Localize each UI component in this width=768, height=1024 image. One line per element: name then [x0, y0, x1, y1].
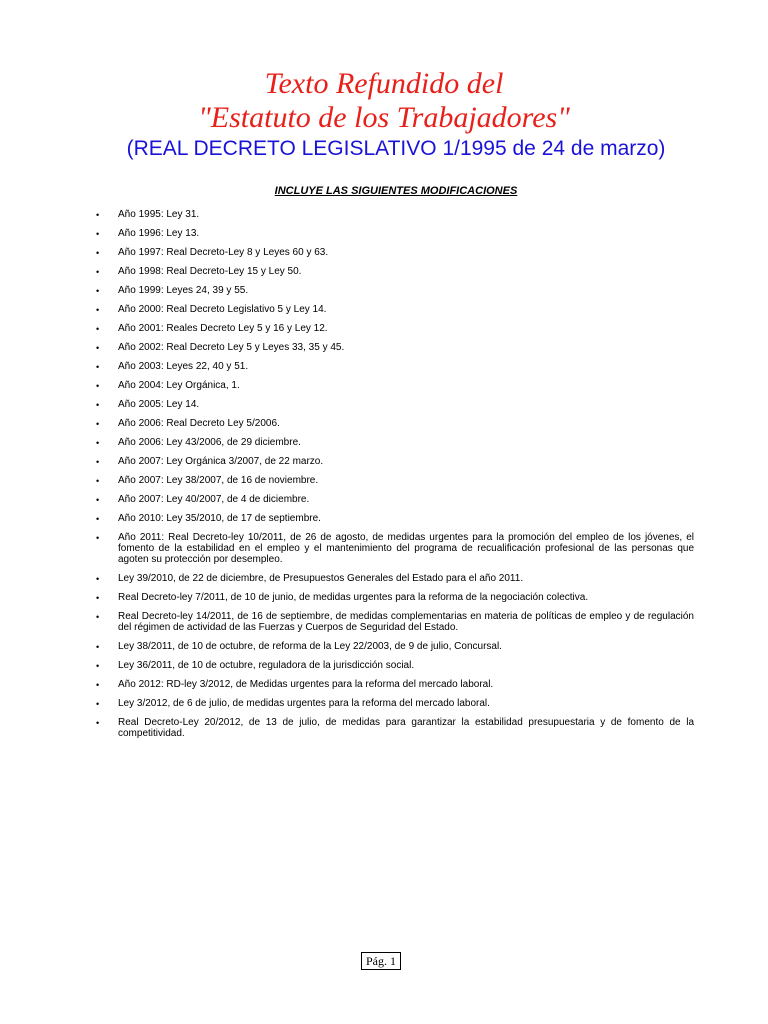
- bullet-icon: •: [96, 400, 100, 410]
- modification-text: Año 2005: Ley 14.: [118, 399, 200, 410]
- modification-text: Año 2012: RD-ley 3/2012, de Medidas urgentes para la reforma del mercado laboral.: [118, 679, 494, 690]
- modification-text: Ley 3/2012, de 6 de julio, de medidas urgentes para la reforma del mercado laboral.: [118, 698, 490, 709]
- modification-text: Año 1996: Ley 13.: [118, 228, 200, 239]
- bullet-icon: •: [96, 305, 100, 315]
- modification-text: Ley 38/2011, de 10 de octubre, de reforma de la Ley 22/2003, de 9 de julio, Concursal.: [118, 641, 502, 652]
- modification-text: Año 2001: Reales Decreto Ley 5 y 16 y Ley 12.: [118, 323, 328, 334]
- modification-item: [96, 475, 694, 486]
- modification-item: [96, 698, 694, 709]
- modification-item: [96, 342, 694, 353]
- modification-text: Real Decreto-Ley 20/2012, de 13 de julio, de medidas para garantizar la estabilidad presupuestaria y de fomento de la competitividad.: [118, 717, 694, 739]
- bullet-icon: •: [96, 612, 100, 622]
- bullet-icon: •: [96, 381, 100, 391]
- bullet-icon: •: [96, 267, 100, 277]
- modification-text: Año 1995: Ley 31.: [118, 209, 200, 220]
- modification-text: Año 2011: Real Decreto-ley 10/2011, de 26 de agosto, de medidas urgentes para la promoción del empleo de los jóvenes, el fomento de la estabilidad en el empleo y el mantenimiento del programa de recualificación profesional de las personas que agoten su protección por desempleo.: [118, 532, 694, 565]
- modification-item: [96, 399, 694, 410]
- bullet-icon: •: [96, 457, 100, 467]
- modification-item: [96, 532, 694, 565]
- modification-item: [96, 323, 694, 334]
- modification-text: Año 2000: Real Decreto Legislativo 5 y Ley 14.: [118, 304, 327, 315]
- bullet-icon: •: [96, 593, 100, 603]
- modification-text: Año 2010: Ley 35/2010, de 17 de septiembre.: [118, 513, 321, 524]
- modification-text: Real Decreto-ley 14/2011, de 16 de septiembre, de medidas complementarias en materia de políticas de empleo y de regulación del régimen de actividad de las Fuerzas y Cuerpos de Seguridad del Estado.: [118, 611, 694, 633]
- modification-item: [96, 228, 694, 239]
- modification-text: Ley 36/2011, de 10 de octubre, reguladora de la jurisdicción social.: [118, 660, 415, 671]
- bullet-icon: •: [96, 476, 100, 486]
- bullet-icon: •: [96, 642, 100, 652]
- modification-text: Real Decreto-ley 7/2011, de 10 de junio, de medidas urgentes para la reforma de la negociación colectiva.: [118, 592, 589, 603]
- bullet-icon: •: [96, 533, 100, 543]
- modification-item: [96, 513, 694, 524]
- document-subtitle: (REAL DECRETO LEGISLATIVO 1/1995 de 24 de marzo): [126, 137, 666, 160]
- bullet-icon: •: [96, 419, 100, 429]
- bullet-icon: •: [96, 438, 100, 448]
- modification-item: [96, 266, 694, 277]
- modification-item: [96, 717, 694, 739]
- bullet-icon: •: [96, 324, 100, 334]
- modification-item: [96, 437, 694, 448]
- modification-text: Año 2006: Real Decreto Ley 5/2006.: [118, 418, 280, 429]
- modification-text: Año 1998: Real Decreto-Ley 15 y Ley 50.: [118, 266, 302, 277]
- bullet-icon: •: [96, 680, 100, 690]
- modification-text: Ley 39/2010, de 22 de diciembre, de Presupuestos Generales del Estado para el año 2011.: [118, 573, 524, 584]
- bullet-icon: •: [96, 343, 100, 353]
- bullet-icon: •: [96, 229, 100, 239]
- bullet-icon: •: [96, 514, 100, 524]
- modification-item: [96, 209, 694, 220]
- modification-item: [96, 679, 694, 690]
- bullet-icon: •: [96, 210, 100, 220]
- document-title-line-2: "Estatuto de los Trabajadores": [198, 101, 570, 134]
- modification-item: [96, 660, 694, 671]
- modification-item: [96, 418, 694, 429]
- modification-text: Año 2002: Real Decreto Ley 5 y Leyes 33, 35 y 45.: [118, 342, 345, 353]
- bullet-icon: •: [96, 718, 100, 728]
- modification-text: Año 1997: Real Decreto-Ley 8 y Leyes 60 y 63.: [118, 247, 329, 258]
- bullet-icon: •: [96, 661, 100, 671]
- document-title-line-1: Texto Refundido del: [264, 67, 504, 100]
- modification-text: Año 2007: Ley Orgánica 3/2007, de 22 marzo.: [118, 456, 324, 467]
- bullet-icon: •: [96, 574, 100, 584]
- modification-item: [96, 494, 694, 505]
- page-number: Pág. 1: [361, 952, 401, 970]
- modification-item: [96, 611, 694, 633]
- modification-text: Año 2003: Leyes 22, 40 y 51.: [118, 361, 249, 372]
- modification-item: [96, 380, 694, 391]
- bullet-icon: •: [96, 495, 100, 505]
- bullet-icon: •: [96, 248, 100, 258]
- modification-item: [96, 247, 694, 258]
- modification-item: [96, 285, 694, 296]
- modification-item: [96, 592, 694, 603]
- modification-item: [96, 456, 694, 467]
- modification-text: Año 2007: Ley 38/2007, de 16 de noviembre.: [118, 475, 319, 486]
- modification-text: Año 2004: Ley Orgánica, 1.: [118, 380, 240, 391]
- bullet-icon: •: [96, 699, 100, 709]
- modification-item: [96, 304, 694, 315]
- modification-text: Año 2006: Ley 43/2006, de 29 diciembre.: [118, 437, 301, 448]
- modifications-list: [96, 209, 694, 747]
- modification-item: [96, 641, 694, 652]
- bullet-icon: •: [96, 286, 100, 296]
- modification-text: Año 2007: Ley 40/2007, de 4 de diciembre.: [118, 494, 310, 505]
- bullet-icon: •: [96, 362, 100, 372]
- modification-item: [96, 573, 694, 584]
- modification-text: Año 1999: Leyes 24, 39 y 55.: [118, 285, 249, 296]
- modifications-heading: INCLUYE LAS SIGUIENTES MODIFICACIONES: [274, 185, 518, 197]
- modification-item: [96, 361, 694, 372]
